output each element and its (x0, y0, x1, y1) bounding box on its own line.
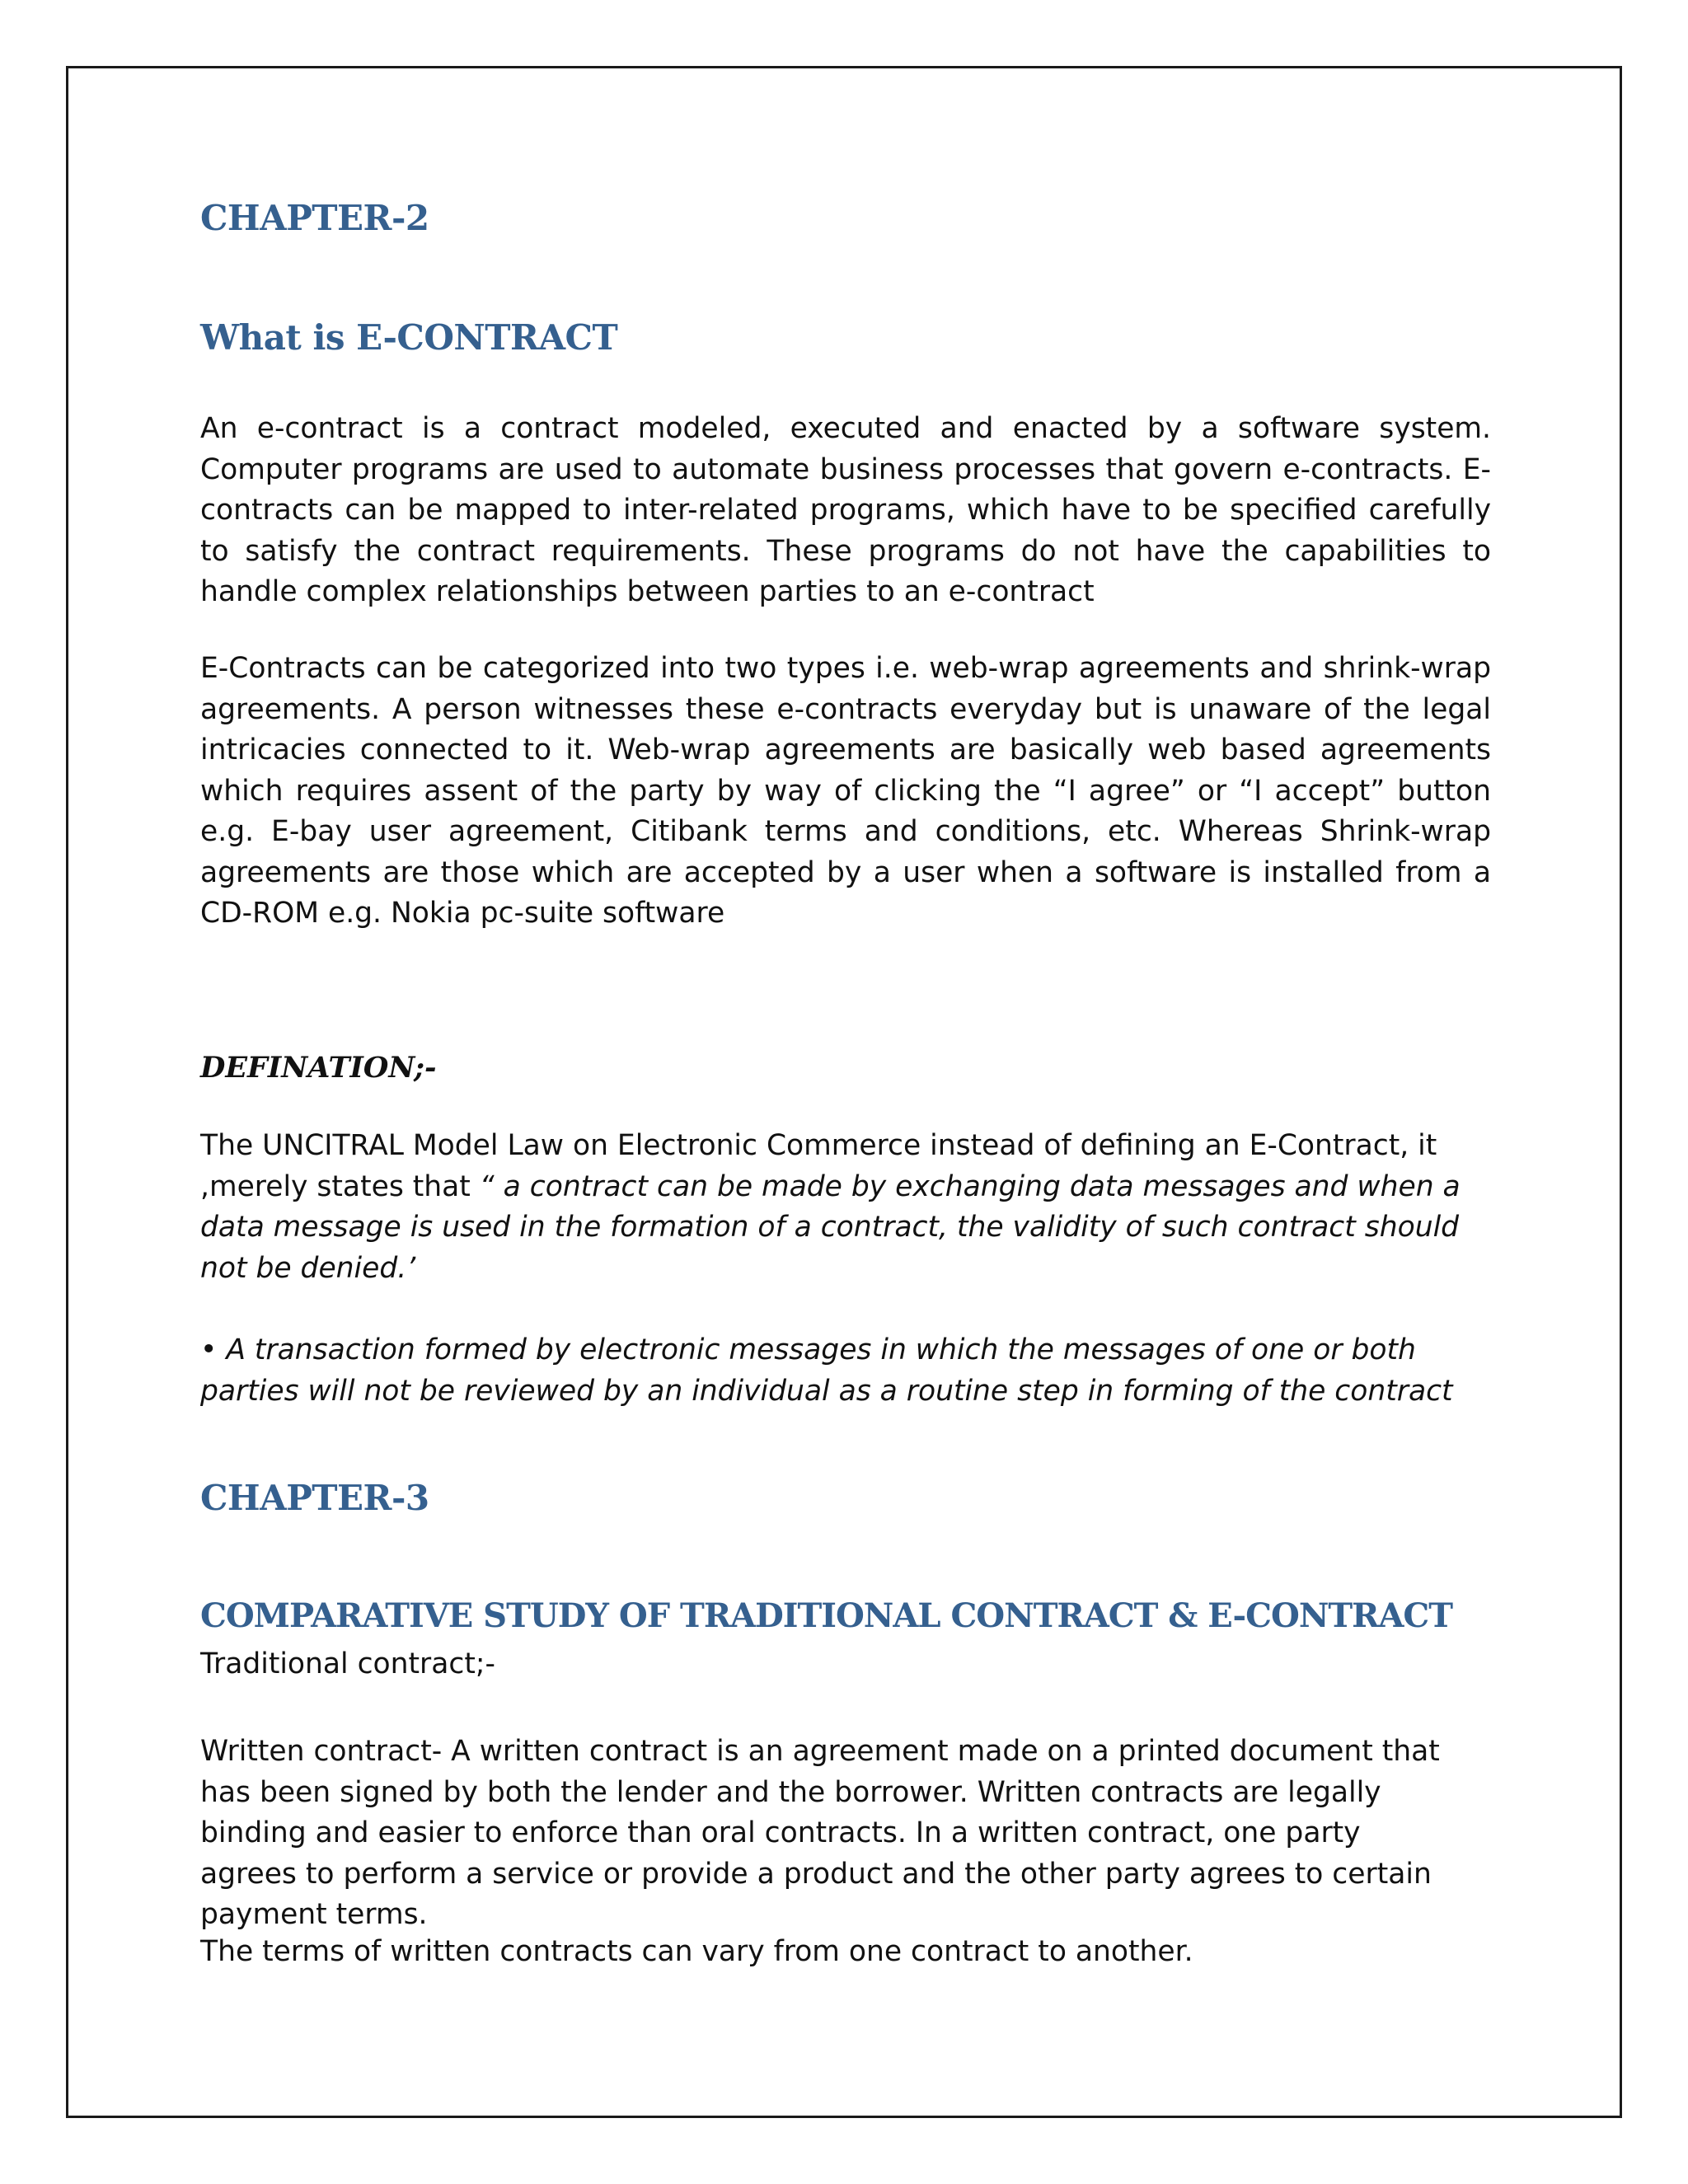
definition-bullet (200, 1330, 1491, 1412)
definition-heading: DEFINATION;- (200, 1051, 437, 1085)
definition-paragraph (200, 1126, 1491, 1289)
traditional-contract-subtitle: Traditional contract;- (200, 1647, 495, 1680)
chapter-2-title: CHAPTER-2 (200, 198, 429, 238)
definition-quote: “ a contract can be made by exchanging data messages and when a data message is used in the formation of a contract, the validity of such contract should not be denied.’ (200, 1169, 1461, 1285)
chapter-3-title: CHAPTER-3 (200, 1478, 429, 1518)
written-contract-paragraph: Written contract- A written contract is an agreement made on a printed document that has been signed by both the lender and the borrower. Written contracts are legally binding and easier to enforce than oral contracts. In a written contract, one party agrees to perform a service or provide a product and the other party agrees to certain payment terms. (200, 1735, 1440, 1931)
definition-intro: The UNCITRAL Model Law on Electronic Commerce instead of defining an E-Contract, it ,merely states that (200, 1129, 1437, 1203)
bullet-text: A transaction formed by electronic messages in which the messages of one or both parties will not be reviewed by an individual as a routine step in forming of the contract (200, 1333, 1453, 1408)
e-contract-intro-paragraph: An e-contract is a contract modeled, executed and enacted by a software system. Computer programs are used to automate business processes that govern e-contracts. E-contracts can be mapped to inter-related programs, which have to be specified carefully to satisfy the contract requirements. These programs do not have the capabilities to handle complex relationships between parties to an e-contract (200, 412, 1491, 608)
e-contract-types-paragraph: E-Contracts can be categorized into two types i.e. web-wrap agreements and shrink-wrap agreements. A person witnesses these e-contracts everyday but is unaware of the legal intricacies connected to it. Web-wrap agreements are basically web based agreements which requires assent of the party by way of clicking the “I agree” or “I accept” button e.g. E-bay user agreement, Citibank terms and conditions, etc. Whereas Shrink-wrap agreements are those which are accepted by a user when a software is installed from a CD-ROM e.g. Nokia pc-suite software (200, 652, 1491, 930)
bullet-icon: • (200, 1333, 218, 1366)
comparative-study-heading: COMPARATIVE STUDY OF TRADITIONAL CONTRACT & E-CONTRACT (200, 1596, 1453, 1635)
written-contract-terms-paragraph: The terms of written contracts can vary from one contract to another. (200, 1935, 1193, 1968)
e-contract-heading: What is E-CONTRACT (200, 317, 618, 358)
